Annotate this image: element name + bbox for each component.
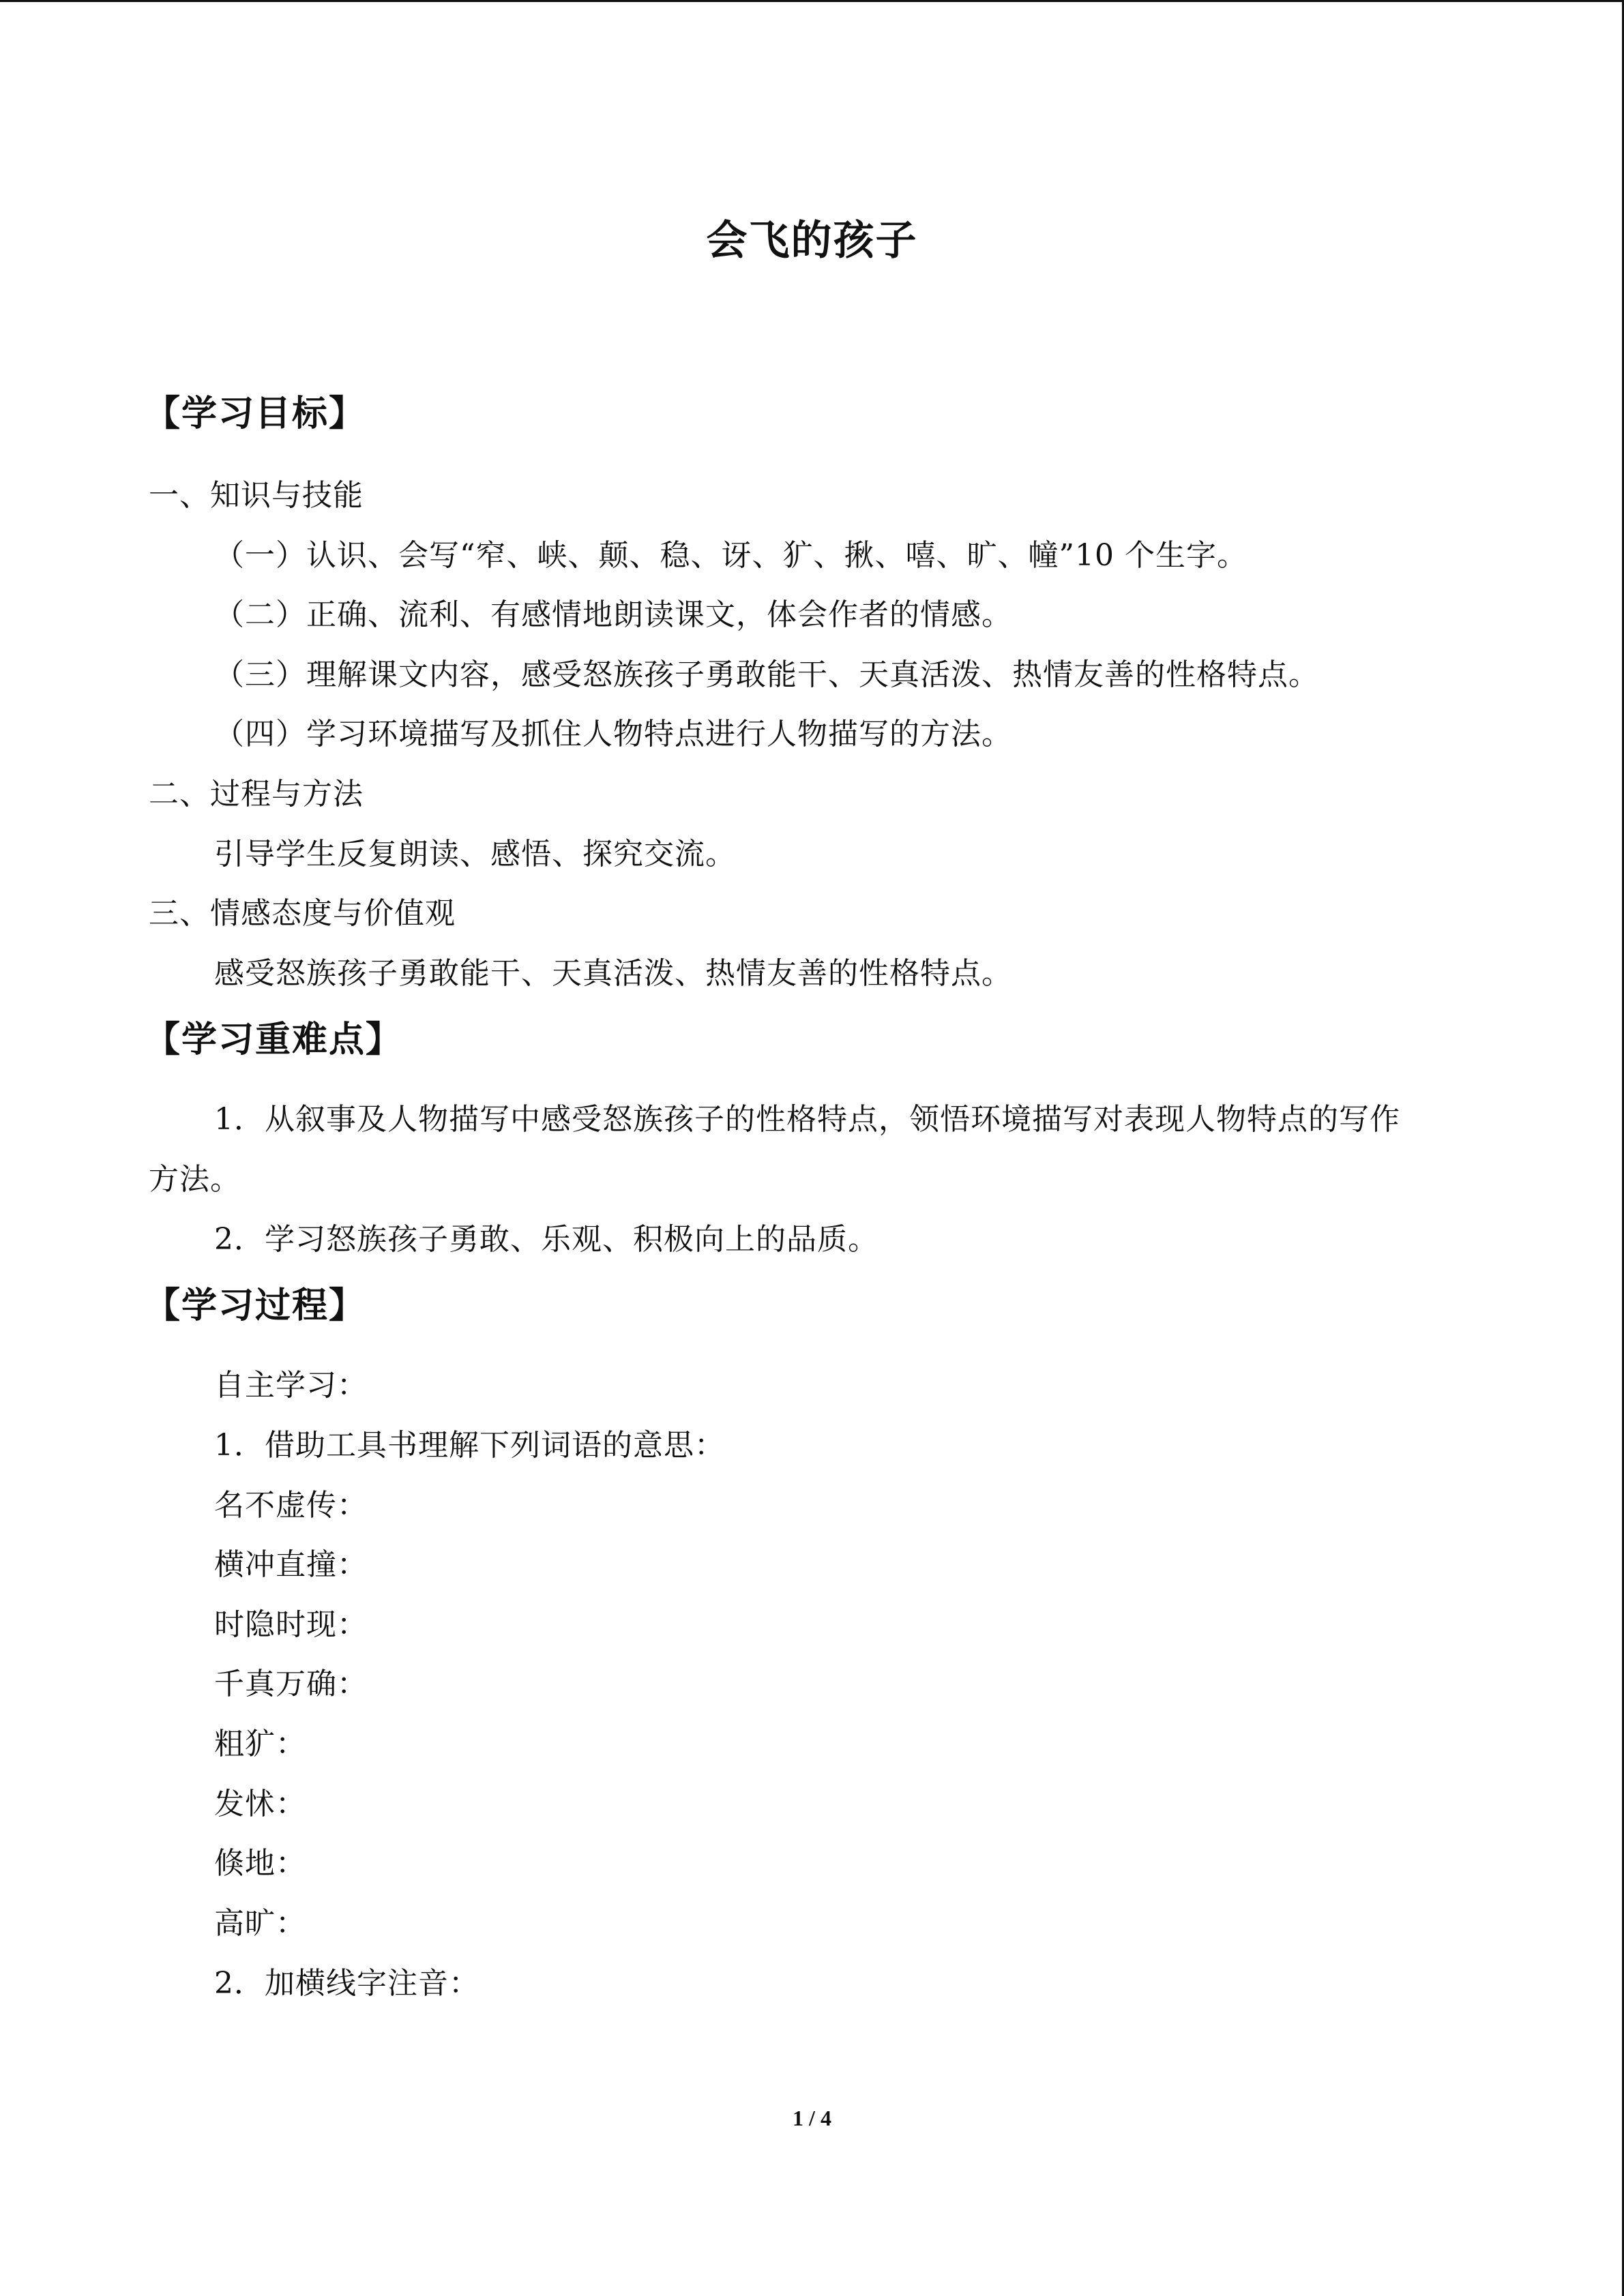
- document-title: 会飞的孩子: [706, 217, 918, 265]
- page-number: 1 / 4: [793, 2106, 831, 2130]
- process-line: 千真万确：: [214, 1667, 368, 1701]
- key-point-line: 1．从叙事及人物描写中感受怒族孩子的性格特点，领悟环境描写对表现人物特点的写作: [214, 1102, 1400, 1137]
- goal-line: （一）认识、会写“窄、峡、颠、稳、讶、犷、揪、嘻、旷、幢”10 个生字。: [214, 538, 1247, 573]
- goal-line: （四）学习环境描写及抓住人物特点进行人物描写的方法。: [214, 717, 1012, 751]
- process-line: 时隐时现：: [214, 1607, 368, 1642]
- goal-line: 三、情感态度与价值观: [149, 896, 456, 931]
- section-heading-key-points: 【学习重难点】: [145, 1019, 403, 1060]
- section-heading-goals: 【学习目标】: [145, 393, 366, 434]
- key-point-line: 方法。: [149, 1162, 241, 1197]
- goal-line: 二、过程与方法: [149, 777, 364, 811]
- process-line: 横冲直撞：: [214, 1547, 368, 1582]
- goal-line: （二）正确、流利、有感情地朗读课文，体会作者的情感。: [214, 597, 1012, 632]
- goal-line: 一、知识与技能: [149, 478, 364, 513]
- goal-line: （三）理解课文内容，感受怒族孩子勇敢能干、天真活泼、热情友善的性格特点。: [214, 657, 1319, 692]
- goal-line: 引导学生反复朗读、感悟、探究交流。: [214, 837, 736, 871]
- process-line: 发怵：: [214, 1787, 306, 1821]
- process-line: 1．借助工具书理解下列词语的意思：: [214, 1428, 725, 1463]
- process-line: 自主学习：: [214, 1368, 368, 1403]
- goal-line: 感受怒族孩子勇敢能干、天真活泼、热情友善的性格特点。: [214, 956, 1012, 991]
- top-border: [0, 0, 1624, 2]
- process-line: 2．加横线字注音：: [214, 1966, 479, 2001]
- process-line: 名不虚传：: [214, 1488, 368, 1523]
- process-line: 粗犷：: [214, 1727, 306, 1761]
- process-line: 高旷：: [214, 1906, 306, 1941]
- key-point-line: 2．学习怒族孩子勇敢、乐观、积极向上的品质。: [214, 1222, 879, 1257]
- section-heading-process: 【学习过程】: [145, 1285, 366, 1326]
- process-line: 倏地：: [214, 1846, 306, 1881]
